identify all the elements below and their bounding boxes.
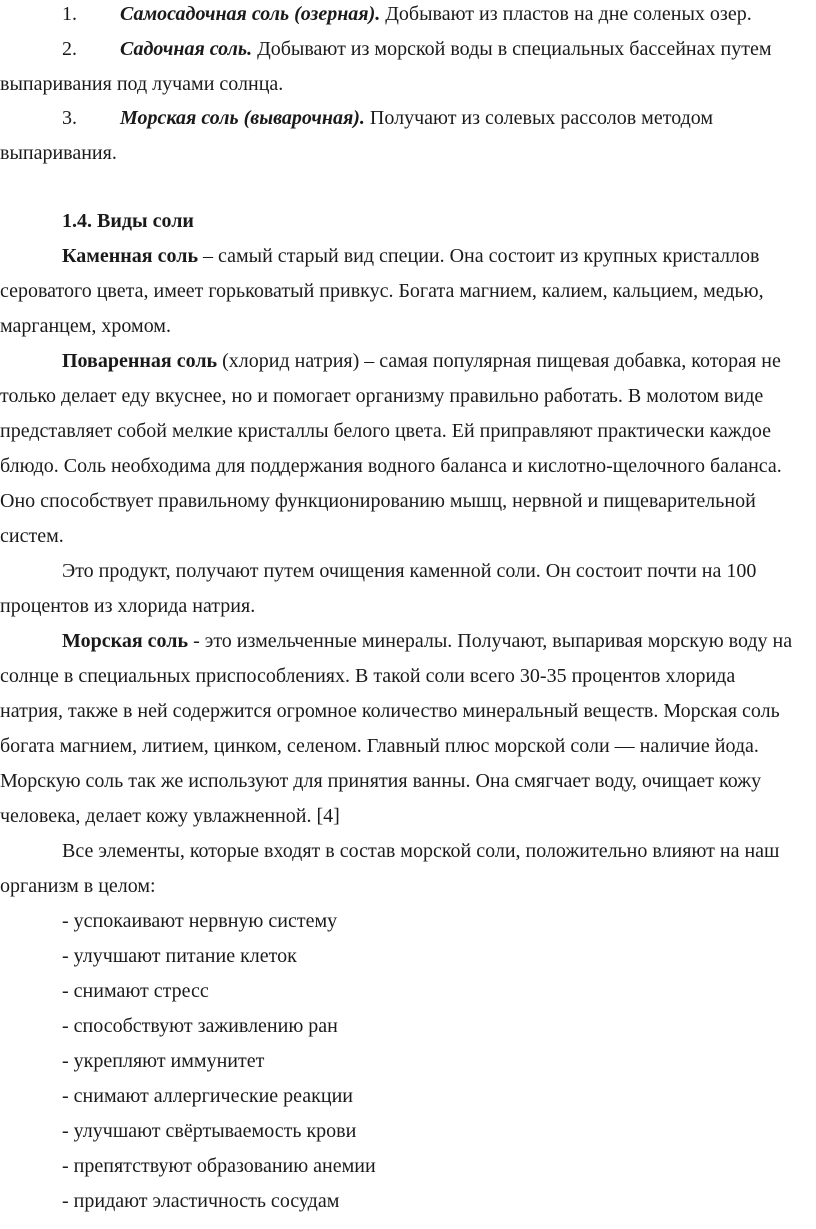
paragraph-line: сероватого цвета, имеет горьковатый привкус. Богата магнием, калием, кальцием, медью, xyxy=(0,280,764,302)
list-item-1 xyxy=(120,2,752,26)
list-number: 2. xyxy=(62,38,77,60)
paragraph-line: организм в целом: xyxy=(0,875,156,897)
paragraph-line: Морскую соль так же используют для принятия ванны. Она смягчает воду, очищает кожу xyxy=(0,770,762,792)
paragraph-line: солнце в специальных приспособлениях. В такой соли всего 30-35 процентов хлорида xyxy=(0,665,736,687)
paragraph-line: только делает еду вкуснее, но и помогает организму правильно работать. В молотом виде xyxy=(0,385,764,407)
list-item: - улучшают питание клеток xyxy=(62,945,297,967)
paragraph-line: богата магнием, литием, цинком, селеном. Главный плюс морской соли — наличие йода. xyxy=(0,735,759,757)
list-item-continuation: выпаривания. xyxy=(0,142,117,164)
paragraph-line: Оно способствует правильному функционированию мышц, нервной и пищеварительной xyxy=(0,490,756,512)
list-item-text: Добывают из морской воды в специальных бассейнах путем xyxy=(252,38,772,60)
list-item-2 xyxy=(120,37,771,61)
list-item: - успокаивают нервную систему xyxy=(62,910,338,932)
list-item-continuation: выпаривания под лучами солнца. xyxy=(0,73,284,95)
section-heading: 1.4. Виды соли xyxy=(62,210,194,232)
paragraph-line: человека, делает кожу увлажненной. [4] xyxy=(0,805,340,827)
list-item-3 xyxy=(120,106,713,130)
paragraph-stone-salt xyxy=(62,244,759,268)
list-item: - снимают стресс xyxy=(62,980,209,1002)
term-stone-salt: Каменная соль xyxy=(62,245,199,267)
term-table-salt: Поваренная соль xyxy=(62,350,218,372)
paragraph-text: - это измельченные минералы. Получают, выпаривая морскую воду на xyxy=(188,630,793,652)
paragraph-sea-salt xyxy=(62,629,792,653)
list-item: - придают эластичность сосудам xyxy=(62,1190,340,1212)
list-item: - снимают аллергические реакции xyxy=(62,1085,353,1107)
paragraph-line: систем. xyxy=(0,525,64,547)
paragraph-product: Это продукт, получают путем очищения каменной соли. Он состоит почти на 100 xyxy=(62,560,757,582)
list-item-text: Добывают из пластов на дне соленых озер. xyxy=(380,3,752,25)
paragraph-elements: Все элементы, которые входят в состав морской соли, положительно влияют на наш xyxy=(62,840,780,862)
list-item-text: Получают из солевых рассолов методом xyxy=(364,107,714,129)
paragraph-line: натрия, также в ней содержится огромное количество минеральный веществ. Морская соль xyxy=(0,700,780,722)
paragraph-line: блюдо. Соль необходима для поддержания водного баланса и кислотно-щелочного баланса. xyxy=(0,455,782,477)
paragraph-text: – самый старый вид специи. Она состоит из крупных кристаллов xyxy=(198,245,760,267)
list-item-title: Самосадочная соль (озерная). xyxy=(120,3,381,25)
list-number: 3. xyxy=(62,107,77,129)
paragraph-line: представляет собой мелкие кристаллы белого цвета. Ей приправляют практически каждое xyxy=(0,420,772,442)
list-number: 1. xyxy=(62,3,77,25)
list-item: - способствуют заживлению ран xyxy=(62,1015,338,1037)
list-item-title: Садочная соль. xyxy=(120,38,253,60)
paragraph-line: процентов из хлорида натрия. xyxy=(0,595,256,617)
list-item-title: Морская соль (выварочная). xyxy=(120,107,365,129)
list-item: - улучшают свёртываемость крови xyxy=(62,1120,357,1142)
term-sea-salt: Морская соль xyxy=(62,630,189,652)
list-item: - препятствуют образованию анемии xyxy=(62,1155,376,1177)
list-item: - укрепляют иммунитет xyxy=(62,1050,265,1072)
paragraph-table-salt xyxy=(62,349,781,373)
paragraph-line: марганцем, хромом. xyxy=(0,315,171,337)
paragraph-text: (хлорид натрия) – самая популярная пищевая добавка, которая не xyxy=(217,350,781,372)
